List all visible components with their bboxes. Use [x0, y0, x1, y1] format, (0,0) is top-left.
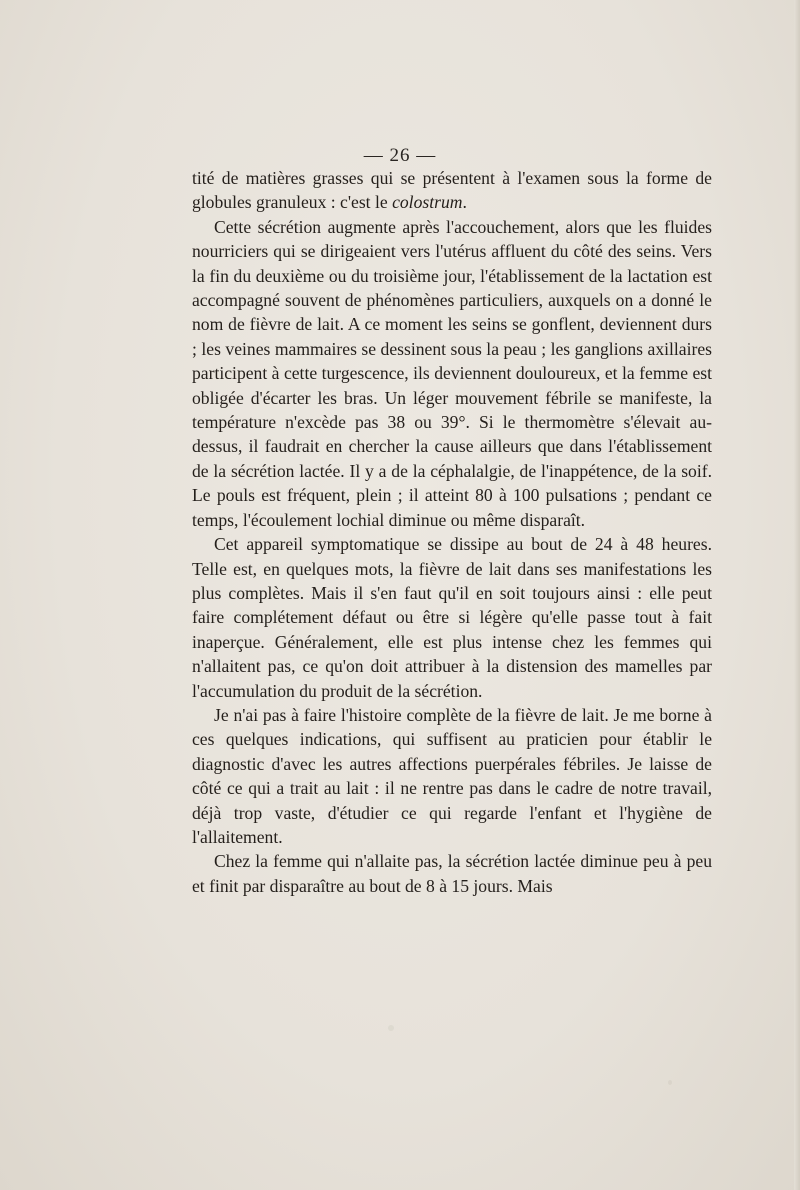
paragraph — [192, 166, 712, 215]
paragraph: Cet appareil symptomatique se dissipe au bout de 24 à 48 heures. Telle est, en quelques mots, la fièvre de lait dans ses manifestations les plus complètes. Mais il s'en faut qu'il en soit toujours ainsi : elle peut faire complétement défaut ou être si légère qu'elle passe tout à fait inaperçue. Généralement, elle est plus intense chez les femmes qui n'allaitent pas, ce qu'on doit attribuer à la distension des mamelles par l'accumulation du produit de la sécrétion. — [192, 534, 712, 701]
paragraph-text: tité de matières grasses qui se présentent à l'examen sous la forme de globules granuleux : c'est le — [192, 168, 712, 213]
body-text — [192, 166, 712, 898]
emphasized-term: colostrum — [392, 192, 463, 213]
page-number: — 26 — — [363, 145, 437, 166]
paragraph: Chez la femme qui n'allaite pas, la sécrétion lactée diminue peu à peu et finit par disparaître au bout de 8 à 15 jours. Mais — [192, 851, 712, 896]
paragraph-text-end: . — [462, 192, 467, 213]
paper-stain — [388, 1025, 394, 1031]
paper-stain — [668, 1080, 672, 1085]
paragraph: Cette sécrétion augmente après l'accouchement, alors que les fluides nourriciers qui se dirigeaient vers l'utérus affluent du côté des seins. Vers la fin du deuxième ou du troisième jour, l'établissement de la lactation est accompagné souvent de phénomènes particuliers, auxquels on a donné le nom de fièvre de lait. A ce moment les seins se gonflent, deviennent durs ; les veines mammaires se dessinent sous la peau ; les ganglions axillaires participent à cette turgescence, ils deviennent douloureux, et la femme est obligée d'écarter les bras. Un léger mouvement fébrile se manifeste, la température n'excède pas 38 ou 39°. Si le thermomètre s'élevait au-dessus, il faudrait en chercher la cause ailleurs que dans l'établissement de la sécrétion lactée. Il y a de la céphalalgie, de l'inappétence, de la soif. Le pouls est fréquent, plein ; il atteint 80 à 100 pulsations ; pendant ce temps, l'écoulement lochial diminue ou même disparaît. — [192, 216, 712, 530]
page-edge-shadow — [794, 0, 800, 1190]
paragraph: Je n'ai pas à faire l'histoire complète de la fièvre de lait. Je me borne à ces quelques indications, qui suffisent au praticien pour établir le diagnostic d'avec les autres affections puerpérales fébriles. Je laisse de côté ce qui a trait au lait : il ne rentre pas dans le cadre de notre travail, déjà trop vaste, d'étudier ce qui regarde l'enfant et l'hygiène de l'allaitement. — [192, 704, 712, 847]
